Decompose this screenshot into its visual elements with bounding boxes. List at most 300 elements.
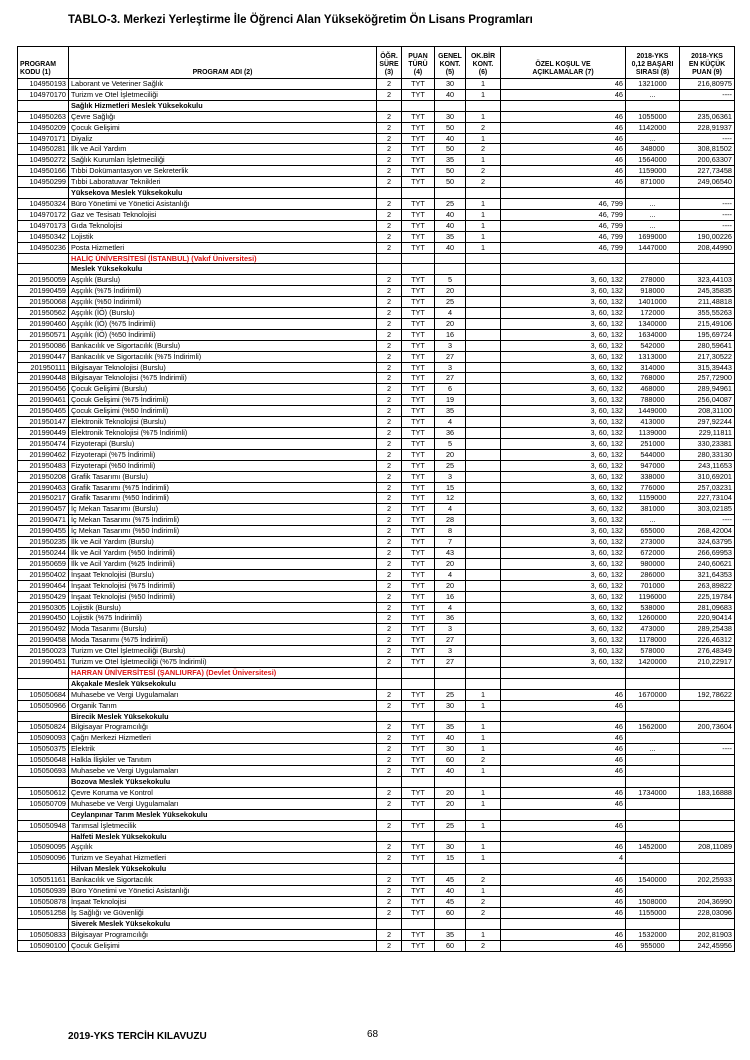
program-code: 201990455 — [18, 526, 69, 537]
conditions: 3, 60, 132 — [501, 526, 626, 537]
success-rank: 348000 — [626, 144, 680, 155]
program-name: Elektrik — [69, 744, 377, 755]
program-name: Çocuk Gelişimi — [69, 940, 377, 951]
min-score: 263,89822 — [680, 580, 735, 591]
duration: 2 — [377, 449, 402, 460]
empty-cell — [377, 253, 402, 264]
general-quota: 4 — [435, 417, 466, 428]
program-code: 105050709 — [18, 798, 69, 809]
min-score: 217,30522 — [680, 351, 735, 362]
duration: 2 — [377, 504, 402, 515]
success-rank — [626, 886, 680, 897]
score-type: TYT — [402, 744, 435, 755]
duration: 2 — [377, 297, 402, 308]
success-rank: ... — [626, 209, 680, 220]
conditions: 3, 60, 132 — [501, 340, 626, 351]
empty-cell — [402, 188, 435, 199]
ob-quota: 1 — [466, 231, 501, 242]
table-row — [18, 395, 735, 406]
table-row — [18, 297, 735, 308]
duration: 2 — [377, 646, 402, 657]
program-name: Laborant ve Veteriner Sağlık — [69, 79, 377, 90]
ob-quota — [466, 384, 501, 395]
empty-cell — [680, 711, 735, 722]
empty-code — [18, 264, 69, 275]
success-rank: 1670000 — [626, 689, 680, 700]
duration: 2 — [377, 733, 402, 744]
success-rank: 1321000 — [626, 79, 680, 90]
ob-quota — [466, 438, 501, 449]
table-row — [18, 929, 735, 940]
success-rank: 286000 — [626, 569, 680, 580]
ob-quota: 2 — [466, 166, 501, 177]
program-name: İlk ve Acil Yardım (Burslu) — [69, 537, 377, 548]
min-score: 208,44990 — [680, 242, 735, 253]
program-name: Çocuk Gelişimi (Burslu) — [69, 384, 377, 395]
empty-cell — [680, 864, 735, 875]
general-quota: 60 — [435, 907, 466, 918]
program-code: 201990449 — [18, 428, 69, 439]
conditions: 3, 60, 132 — [501, 493, 626, 504]
score-type: TYT — [402, 907, 435, 918]
general-quota: 35 — [435, 406, 466, 417]
general-quota: 30 — [435, 111, 466, 122]
ob-quota: 1 — [466, 886, 501, 897]
ob-quota — [466, 286, 501, 297]
score-type: TYT — [402, 896, 435, 907]
success-rank: 1178000 — [626, 635, 680, 646]
conditions: 46 — [501, 842, 626, 853]
program-name: Tıbbi Dokümantasyon ve Sekreterlik — [69, 166, 377, 177]
program-code: 104970172 — [18, 209, 69, 220]
program-code: 105050684 — [18, 689, 69, 700]
success-rank: 955000 — [626, 940, 680, 951]
general-quota: 5 — [435, 438, 466, 449]
program-code: 105050878 — [18, 896, 69, 907]
min-score: ---- — [680, 198, 735, 209]
table-row — [18, 177, 735, 188]
min-score: 215,49106 — [680, 318, 735, 329]
general-quota: 40 — [435, 133, 466, 144]
table-row — [18, 624, 735, 635]
empty-cell — [377, 864, 402, 875]
program-name: İnşaat Teknolojisi (Burslu) — [69, 569, 377, 580]
empty-cell — [435, 667, 466, 678]
score-type: TYT — [402, 231, 435, 242]
score-type: TYT — [402, 275, 435, 286]
success-rank: 273000 — [626, 537, 680, 548]
program-code: 104970173 — [18, 220, 69, 231]
conditions: 3, 60, 132 — [501, 275, 626, 286]
ob-quota — [466, 515, 501, 526]
program-name: Çevre Koruma ve Kontrol — [69, 787, 377, 798]
empty-cell — [435, 188, 466, 199]
success-rank — [626, 733, 680, 744]
ob-quota — [466, 351, 501, 362]
duration: 2 — [377, 122, 402, 133]
empty-cell — [680, 264, 735, 275]
table-row — [18, 460, 735, 471]
conditions: 46 — [501, 122, 626, 133]
table-row — [18, 417, 735, 428]
success-rank: 1420000 — [626, 657, 680, 668]
score-type: TYT — [402, 340, 435, 351]
general-quota: 45 — [435, 875, 466, 886]
empty-cell — [466, 188, 501, 199]
program-code: 201990464 — [18, 580, 69, 591]
duration: 2 — [377, 580, 402, 591]
duration: 2 — [377, 886, 402, 897]
table-row — [18, 275, 735, 286]
min-score: 303,02185 — [680, 504, 735, 515]
score-type: TYT — [402, 657, 435, 668]
empty-cell — [435, 100, 466, 111]
min-score: 220,90414 — [680, 613, 735, 624]
ob-quota — [466, 569, 501, 580]
score-type: TYT — [402, 166, 435, 177]
duration: 2 — [377, 438, 402, 449]
conditions: 3, 60, 132 — [501, 613, 626, 624]
score-type: TYT — [402, 537, 435, 548]
conditions: 3, 60, 132 — [501, 537, 626, 548]
ob-quota: 1 — [466, 689, 501, 700]
empty-cell — [680, 100, 735, 111]
success-rank — [626, 766, 680, 777]
duration: 2 — [377, 351, 402, 362]
ob-quota: 1 — [466, 733, 501, 744]
ob-quota — [466, 471, 501, 482]
empty-cell — [377, 678, 402, 689]
program-code: 201950402 — [18, 569, 69, 580]
program-code: 105050948 — [18, 820, 69, 831]
conditions: 3, 60, 132 — [501, 635, 626, 646]
ob-quota: 2 — [466, 755, 501, 766]
table-row — [18, 853, 735, 864]
ob-quota — [466, 275, 501, 286]
program-code: 201990461 — [18, 395, 69, 406]
conditions: 3, 60, 132 — [501, 580, 626, 591]
empty-cell — [402, 678, 435, 689]
empty-cell — [377, 711, 402, 722]
duration: 2 — [377, 798, 402, 809]
table-row — [18, 286, 735, 297]
score-type: TYT — [402, 318, 435, 329]
conditions: 46 — [501, 875, 626, 886]
header-ob-quota: OK.BİR KONT. (6) — [466, 47, 501, 79]
duration: 2 — [377, 428, 402, 439]
table-row — [18, 526, 735, 537]
min-score: 211,48818 — [680, 297, 735, 308]
duration: 2 — [377, 111, 402, 122]
conditions: 46 — [501, 886, 626, 897]
duration: 2 — [377, 547, 402, 558]
ob-quota — [466, 329, 501, 340]
table-row — [18, 362, 735, 373]
min-score: 268,42004 — [680, 526, 735, 537]
empty-cell — [466, 678, 501, 689]
program-code: 201950244 — [18, 547, 69, 558]
score-type: TYT — [402, 755, 435, 766]
success-rank: 473000 — [626, 624, 680, 635]
program-code: 105051161 — [18, 875, 69, 886]
conditions: 46 — [501, 755, 626, 766]
score-type: TYT — [402, 297, 435, 308]
table-row — [18, 787, 735, 798]
ob-quota: 1 — [466, 220, 501, 231]
program-name: Posta Hizmetleri — [69, 242, 377, 253]
program-code: 201950456 — [18, 384, 69, 395]
empty-cell — [466, 864, 501, 875]
table-row — [18, 449, 735, 460]
empty-cell — [377, 918, 402, 929]
score-type: TYT — [402, 417, 435, 428]
conditions: 3, 60, 132 — [501, 417, 626, 428]
general-quota: 27 — [435, 373, 466, 384]
program-code: 104950342 — [18, 231, 69, 242]
score-type: TYT — [402, 373, 435, 384]
general-quota: 28 — [435, 515, 466, 526]
ob-quota: 1 — [466, 744, 501, 755]
header-rank: 2018-YKS 0,12 BAŞARI SIRASI (8) — [626, 47, 680, 79]
empty-cell — [501, 100, 626, 111]
program-code: 105050648 — [18, 755, 69, 766]
success-rank: 251000 — [626, 438, 680, 449]
success-rank: 1562000 — [626, 722, 680, 733]
program-code: 201990447 — [18, 351, 69, 362]
success-rank: 1196000 — [626, 591, 680, 602]
ob-quota: 1 — [466, 842, 501, 853]
empty-code — [18, 864, 69, 875]
empty-cell — [466, 831, 501, 842]
conditions: 3, 60, 132 — [501, 547, 626, 558]
min-score: 192,78622 — [680, 689, 735, 700]
ob-quota: 2 — [466, 177, 501, 188]
empty-cell — [377, 667, 402, 678]
conditions: 46 — [501, 177, 626, 188]
success-rank: 672000 — [626, 547, 680, 558]
success-rank: 1340000 — [626, 318, 680, 329]
school-name: Ceylanpınar Tarım Meslek Yüksekokulu — [69, 809, 377, 820]
ob-quota: 1 — [466, 133, 501, 144]
program-name: Aşçılık (İÖ) (%75 İndirimli) — [69, 318, 377, 329]
ob-quota — [466, 624, 501, 635]
general-quota: 20 — [435, 798, 466, 809]
university-row — [18, 667, 735, 678]
program-code: 104950272 — [18, 155, 69, 166]
conditions: 46 — [501, 766, 626, 777]
empty-cell — [626, 711, 680, 722]
program-code: 201950111 — [18, 362, 69, 373]
general-quota: 25 — [435, 460, 466, 471]
program-name: Çevre Sağlığı — [69, 111, 377, 122]
duration: 2 — [377, 558, 402, 569]
general-quota: 19 — [435, 395, 466, 406]
program-code: 201990448 — [18, 373, 69, 384]
school-name: Sağlık Hizmetleri Meslek Yüksekokulu — [69, 100, 377, 111]
program-name: Fizyoterapi (%75 İndirimli) — [69, 449, 377, 460]
duration: 2 — [377, 613, 402, 624]
empty-cell — [466, 264, 501, 275]
table-row — [18, 329, 735, 340]
program-name: İlk ve Acil Yardım — [69, 144, 377, 155]
program-code: 201950474 — [18, 438, 69, 449]
success-rank: 1452000 — [626, 842, 680, 853]
duration: 2 — [377, 329, 402, 340]
duration: 2 — [377, 198, 402, 209]
general-quota: 50 — [435, 122, 466, 133]
duration: 2 — [377, 308, 402, 319]
score-type: TYT — [402, 733, 435, 744]
program-name: Bilgisayar Programcılığı — [69, 929, 377, 940]
table-row — [18, 558, 735, 569]
table-row — [18, 384, 735, 395]
conditions: 46 — [501, 733, 626, 744]
score-type: TYT — [402, 787, 435, 798]
empty-cell — [402, 264, 435, 275]
conditions: 46 — [501, 689, 626, 700]
duration: 2 — [377, 362, 402, 373]
score-type: TYT — [402, 602, 435, 613]
table-row — [18, 733, 735, 744]
program-code: 201950659 — [18, 558, 69, 569]
min-score: 200,73604 — [680, 722, 735, 733]
score-type: TYT — [402, 438, 435, 449]
success-rank: 172000 — [626, 308, 680, 319]
duration: 2 — [377, 820, 402, 831]
ob-quota — [466, 580, 501, 591]
ob-quota — [466, 428, 501, 439]
table-row — [18, 209, 735, 220]
program-name: İnşaat Teknolojisi (%50 İndirimli) — [69, 591, 377, 602]
program-code: 201950059 — [18, 275, 69, 286]
score-type: TYT — [402, 504, 435, 515]
empty-code — [18, 678, 69, 689]
program-code: 201990450 — [18, 613, 69, 624]
program-code: 104950324 — [18, 198, 69, 209]
duration: 2 — [377, 155, 402, 166]
conditions: 46 — [501, 133, 626, 144]
general-quota: 40 — [435, 209, 466, 220]
general-quota: 25 — [435, 689, 466, 700]
empty-cell — [402, 831, 435, 842]
min-score: ---- — [680, 744, 735, 755]
conditions: 3, 60, 132 — [501, 406, 626, 417]
min-score: 321,64353 — [680, 569, 735, 580]
score-type: TYT — [402, 820, 435, 831]
duration: 2 — [377, 89, 402, 100]
program-name: Bankacılık ve Sigortacılık (%75 İndirimli) — [69, 351, 377, 362]
score-type: TYT — [402, 155, 435, 166]
empty-code — [18, 667, 69, 678]
program-code: 201950208 — [18, 471, 69, 482]
min-score — [680, 798, 735, 809]
success-rank: 468000 — [626, 384, 680, 395]
program-name: Aşçılık (İÖ) (Burslu) — [69, 308, 377, 319]
min-score: 210,22917 — [680, 657, 735, 668]
table-row — [18, 940, 735, 951]
table-row — [18, 373, 735, 384]
general-quota: 12 — [435, 493, 466, 504]
program-name: Grafik Tasarımı (%50 İndirimli) — [69, 493, 377, 504]
score-type: TYT — [402, 133, 435, 144]
score-type: TYT — [402, 122, 435, 133]
conditions: 3, 60, 132 — [501, 362, 626, 373]
ob-quota — [466, 318, 501, 329]
score-type: TYT — [402, 198, 435, 209]
min-score — [680, 733, 735, 744]
score-type: TYT — [402, 242, 435, 253]
empty-cell — [402, 864, 435, 875]
success-rank: ... — [626, 515, 680, 526]
conditions: 4 — [501, 853, 626, 864]
duration: 2 — [377, 318, 402, 329]
program-name: Muhasebe ve Vergi Uygulamaları — [69, 798, 377, 809]
conditions: 46 — [501, 144, 626, 155]
conditions: 46 — [501, 89, 626, 100]
conditions: 46, 799 — [501, 242, 626, 253]
empty-cell — [501, 188, 626, 199]
success-rank: 1449000 — [626, 406, 680, 417]
school-row — [18, 711, 735, 722]
empty-cell — [626, 253, 680, 264]
table-row — [18, 875, 735, 886]
table-header — [18, 47, 735, 79]
score-type: TYT — [402, 395, 435, 406]
success-rank: 918000 — [626, 286, 680, 297]
score-type: TYT — [402, 940, 435, 951]
empty-cell — [626, 188, 680, 199]
empty-cell — [626, 264, 680, 275]
score-type: TYT — [402, 144, 435, 155]
min-score: 310,69201 — [680, 471, 735, 482]
duration: 2 — [377, 929, 402, 940]
conditions: 46 — [501, 907, 626, 918]
empty-cell — [466, 667, 501, 678]
table-body — [18, 79, 735, 952]
conditions: 3, 60, 132 — [501, 395, 626, 406]
duration: 2 — [377, 689, 402, 700]
program-code: 105090093 — [18, 733, 69, 744]
success-rank: 788000 — [626, 395, 680, 406]
general-quota: 40 — [435, 242, 466, 253]
ob-quota: 1 — [466, 766, 501, 777]
program-code: 104970170 — [18, 89, 69, 100]
ob-quota — [466, 417, 501, 428]
program-name: Lojistik — [69, 231, 377, 242]
program-code: 201990451 — [18, 657, 69, 668]
score-type: TYT — [402, 635, 435, 646]
program-code: 201990462 — [18, 449, 69, 460]
score-type: TYT — [402, 308, 435, 319]
ob-quota — [466, 449, 501, 460]
conditions: 3, 60, 132 — [501, 449, 626, 460]
empty-code — [18, 100, 69, 111]
program-name: Bilgisayar Teknolojisi (%75 İndirimli) — [69, 373, 377, 384]
school-row — [18, 864, 735, 875]
ob-quota — [466, 526, 501, 537]
program-name: Sağlık Kurumları İşletmeciliği — [69, 155, 377, 166]
table-row — [18, 613, 735, 624]
empty-cell — [501, 809, 626, 820]
program-code: 105090095 — [18, 842, 69, 853]
ob-quota — [466, 340, 501, 351]
empty-cell — [377, 100, 402, 111]
ob-quota — [466, 646, 501, 657]
ob-quota: 1 — [466, 79, 501, 90]
table-row — [18, 166, 735, 177]
conditions: 46 — [501, 166, 626, 177]
conditions: 46 — [501, 744, 626, 755]
